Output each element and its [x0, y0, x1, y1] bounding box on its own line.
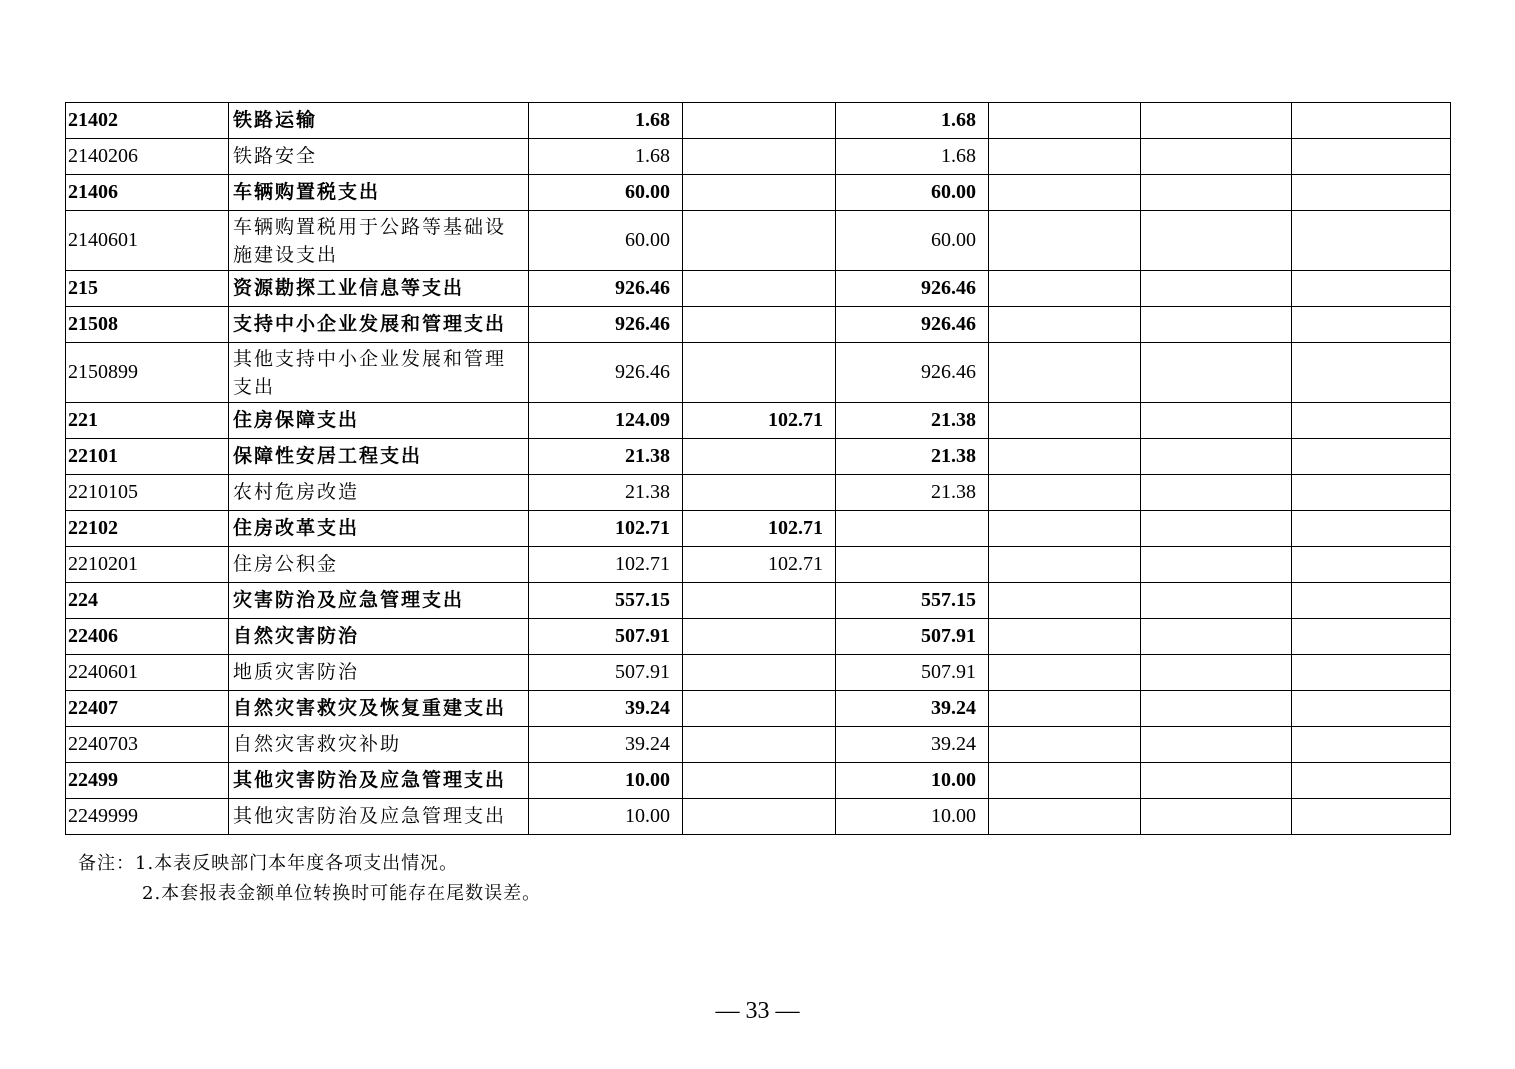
cell-col6: [989, 583, 1141, 619]
cell-col7: [1141, 619, 1292, 655]
cell-code: 2210201: [66, 547, 229, 583]
cell-name: 车辆购置税用于公路等基础设施建设支出: [229, 211, 529, 271]
cell-total: 124.09: [529, 403, 683, 439]
cell-col7: [1141, 175, 1292, 211]
cell-col7: [1141, 343, 1292, 403]
cell-total: 102.71: [529, 511, 683, 547]
cell-name: 保障性安居工程支出: [229, 439, 529, 475]
cell-col8: [1292, 475, 1451, 511]
cell-name: 其他支持中小企业发展和管理支出: [229, 343, 529, 403]
cell-col8: [1292, 619, 1451, 655]
cell-name: 住房公积金: [229, 547, 529, 583]
cell-col6: [989, 475, 1141, 511]
cell-col6: [989, 139, 1141, 175]
cell-code: 22499: [66, 763, 229, 799]
cell-col7: [1141, 511, 1292, 547]
cell-project: [836, 547, 989, 583]
cell-basic: [683, 655, 836, 691]
cell-code: 2240703: [66, 727, 229, 763]
cell-project: 21.38: [836, 439, 989, 475]
cell-project: 926.46: [836, 271, 989, 307]
cell-col6: [989, 763, 1141, 799]
cell-total: 926.46: [529, 307, 683, 343]
cell-col7: [1141, 655, 1292, 691]
cell-code: 22406: [66, 619, 229, 655]
cell-col6: [989, 307, 1141, 343]
cell-code: 2150899: [66, 343, 229, 403]
cell-basic: [683, 439, 836, 475]
cell-col8: [1292, 727, 1451, 763]
cell-col8: [1292, 799, 1451, 835]
cell-col6: [989, 547, 1141, 583]
cell-project: 39.24: [836, 727, 989, 763]
cell-code: 221: [66, 403, 229, 439]
table-row: [66, 439, 1451, 475]
cell-project: 10.00: [836, 763, 989, 799]
cell-code: 22102: [66, 511, 229, 547]
note-line-1: 备注：1.本表反映部门本年度各项支出情况。: [78, 853, 459, 874]
cell-total: 926.46: [529, 343, 683, 403]
cell-code: 21508: [66, 307, 229, 343]
cell-code: 2210105: [66, 475, 229, 511]
cell-total: 926.46: [529, 271, 683, 307]
cell-project: [836, 511, 989, 547]
table-row: [66, 691, 1451, 727]
cell-total: 39.24: [529, 691, 683, 727]
cell-project: 557.15: [836, 583, 989, 619]
cell-project: 60.00: [836, 175, 989, 211]
cell-name: 灾害防治及应急管理支出: [229, 583, 529, 619]
cell-total: 507.91: [529, 655, 683, 691]
cell-project: 1.68: [836, 103, 989, 139]
table-row: [66, 655, 1451, 691]
cell-col6: [989, 175, 1141, 211]
cell-col8: [1292, 403, 1451, 439]
table-row: [66, 343, 1451, 403]
cell-code: 21402: [66, 103, 229, 139]
cell-col6: [989, 655, 1141, 691]
cell-project: 926.46: [836, 307, 989, 343]
cell-basic: [683, 103, 836, 139]
table-row: [66, 103, 1451, 139]
cell-project: 21.38: [836, 403, 989, 439]
cell-col6: [989, 799, 1141, 835]
cell-name: 住房保障支出: [229, 403, 529, 439]
cell-basic: [683, 475, 836, 511]
cell-col6: [989, 439, 1141, 475]
note-line-2: 2.本套报表金额单位转换时可能存在尾数误差。: [142, 883, 542, 904]
cell-basic: 102.71: [683, 403, 836, 439]
cell-col6: [989, 403, 1141, 439]
cell-name: 支持中小企业发展和管理支出: [229, 307, 529, 343]
cell-col8: [1292, 103, 1451, 139]
cell-code: 22101: [66, 439, 229, 475]
cell-col7: [1141, 475, 1292, 511]
cell-code: 2249999: [66, 799, 229, 835]
cell-project: 39.24: [836, 691, 989, 727]
cell-name: 其他灾害防治及应急管理支出: [229, 799, 529, 835]
cell-col8: [1292, 691, 1451, 727]
cell-col8: [1292, 139, 1451, 175]
cell-col7: [1141, 271, 1292, 307]
table-row: [66, 511, 1451, 547]
cell-code: 21406: [66, 175, 229, 211]
cell-name: 自然灾害防治: [229, 619, 529, 655]
cell-name: 铁路运输: [229, 103, 529, 139]
cell-basic: [683, 175, 836, 211]
cell-name: 车辆购置税支出: [229, 175, 529, 211]
cell-basic: [683, 211, 836, 271]
table-row: [66, 403, 1451, 439]
table-row: [66, 307, 1451, 343]
cell-basic: 102.71: [683, 511, 836, 547]
cell-project: 10.00: [836, 799, 989, 835]
cell-code: 215: [66, 271, 229, 307]
cell-basic: [683, 727, 836, 763]
cell-project: 21.38: [836, 475, 989, 511]
cell-col8: [1292, 655, 1451, 691]
cell-name: 自然灾害救灾补助: [229, 727, 529, 763]
cell-col6: [989, 343, 1141, 403]
cell-col7: [1141, 439, 1292, 475]
cell-project: 1.68: [836, 139, 989, 175]
cell-basic: [683, 691, 836, 727]
page-number: — 33 —: [715, 998, 800, 1024]
cell-name: 其他灾害防治及应急管理支出: [229, 763, 529, 799]
cell-col8: [1292, 547, 1451, 583]
cell-col7: [1141, 211, 1292, 271]
cell-col8: [1292, 211, 1451, 271]
cell-project: 926.46: [836, 343, 989, 403]
cell-name: 地质灾害防治: [229, 655, 529, 691]
cell-code: 2140206: [66, 139, 229, 175]
cell-col6: [989, 511, 1141, 547]
cell-col7: [1141, 691, 1292, 727]
cell-col6: [989, 211, 1141, 271]
cell-total: 1.68: [529, 139, 683, 175]
cell-code: 22407: [66, 691, 229, 727]
cell-total: 507.91: [529, 619, 683, 655]
table-row: [66, 619, 1451, 655]
table-row: [66, 211, 1451, 271]
cell-total: 60.00: [529, 175, 683, 211]
cell-basic: [683, 799, 836, 835]
cell-code: 2140601: [66, 211, 229, 271]
cell-col7: [1141, 403, 1292, 439]
cell-code: 2240601: [66, 655, 229, 691]
cell-col6: [989, 619, 1141, 655]
cell-total: 21.38: [529, 439, 683, 475]
cell-total: 10.00: [529, 763, 683, 799]
cell-name: 铁路安全: [229, 139, 529, 175]
cell-col7: [1141, 307, 1292, 343]
table-row: [66, 763, 1451, 799]
cell-col8: [1292, 763, 1451, 799]
cell-total: 102.71: [529, 547, 683, 583]
cell-col7: [1141, 547, 1292, 583]
cell-col6: [989, 691, 1141, 727]
cell-col7: [1141, 799, 1292, 835]
cell-name: 农村危房改造: [229, 475, 529, 511]
cell-basic: [683, 307, 836, 343]
cell-col8: [1292, 307, 1451, 343]
cell-col7: [1141, 583, 1292, 619]
table-row: [66, 175, 1451, 211]
cell-project: 60.00: [836, 211, 989, 271]
table-row: [66, 271, 1451, 307]
cell-total: 39.24: [529, 727, 683, 763]
cell-basic: [683, 271, 836, 307]
expenditure-table: [65, 102, 1451, 835]
table-body: [66, 103, 1451, 835]
table-row: [66, 799, 1451, 835]
cell-col8: [1292, 439, 1451, 475]
cell-total: 10.00: [529, 799, 683, 835]
cell-project: 507.91: [836, 655, 989, 691]
cell-project: 507.91: [836, 619, 989, 655]
cell-name: 资源勘探工业信息等支出: [229, 271, 529, 307]
table-row: [66, 547, 1451, 583]
cell-basic: [683, 619, 836, 655]
table-row: [66, 727, 1451, 763]
table-row: [66, 475, 1451, 511]
cell-col7: [1141, 763, 1292, 799]
cell-col8: [1292, 343, 1451, 403]
table-row: [66, 583, 1451, 619]
cell-name: 住房改革支出: [229, 511, 529, 547]
cell-col7: [1141, 103, 1292, 139]
cell-col6: [989, 727, 1141, 763]
cell-basic: [683, 763, 836, 799]
cell-total: 1.68: [529, 103, 683, 139]
cell-total: 60.00: [529, 211, 683, 271]
cell-col7: [1141, 139, 1292, 175]
cell-code: 224: [66, 583, 229, 619]
cell-col8: [1292, 583, 1451, 619]
notes: [78, 849, 541, 909]
cell-col8: [1292, 175, 1451, 211]
cell-basic: [683, 583, 836, 619]
cell-col7: [1141, 727, 1292, 763]
cell-col6: [989, 103, 1141, 139]
table-row: [66, 139, 1451, 175]
cell-basic: [683, 139, 836, 175]
cell-total: 21.38: [529, 475, 683, 511]
cell-name: 自然灾害救灾及恢复重建支出: [229, 691, 529, 727]
cell-col8: [1292, 511, 1451, 547]
cell-col6: [989, 271, 1141, 307]
cell-basic: 102.71: [683, 547, 836, 583]
cell-basic: [683, 343, 836, 403]
cell-col8: [1292, 271, 1451, 307]
cell-total: 557.15: [529, 583, 683, 619]
